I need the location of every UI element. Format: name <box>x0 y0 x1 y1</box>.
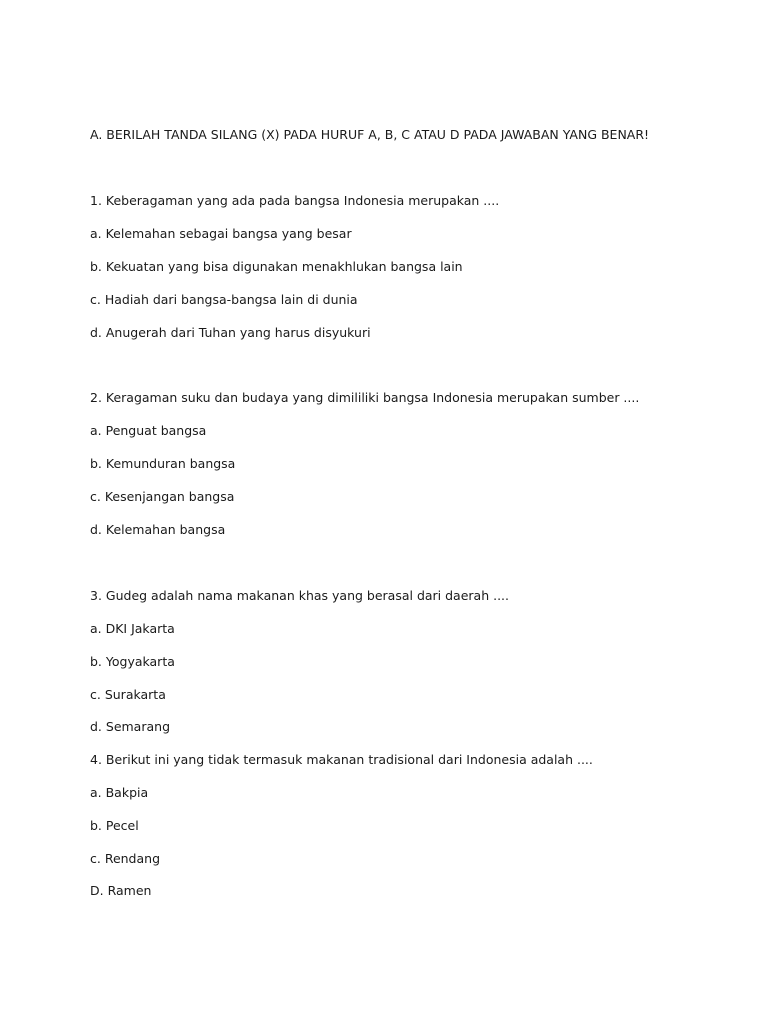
question-2-option-a: a. Penguat bangsa <box>90 423 207 438</box>
section-heading: A. BERILAH TANDA SILANG (X) PADA HURUF A, B, C ATAU D PADA JAWABAN YANG BENAR! <box>90 127 650 142</box>
question-1-option-d: d. Anugerah dari Tuhan yang harus disyukuri <box>90 325 371 340</box>
question-1: 1. Keberagaman yang ada pada bangsa Indonesia merupakan .... <box>90 193 500 208</box>
question-1-option-c: c. Hadiah dari bangsa-bangsa lain di dunia <box>90 292 358 307</box>
question-4-option-c: c. Rendang <box>90 851 161 866</box>
question-4-option-d: D. Ramen <box>90 883 152 898</box>
question-2-option-b: b. Kemunduran bangsa <box>90 456 236 471</box>
question-2: 2. Keragaman suku dan budaya yang dimililiki bangsa Indonesia merupakan sumber .... <box>90 390 640 405</box>
question-3: 3. Gudeg adalah nama makanan khas yang berasal dari daerah .... <box>90 588 510 603</box>
question-3-option-a: a. DKI Jakarta <box>90 621 175 636</box>
question-1-option-a: a. Kelemahan sebagai bangsa yang besar <box>90 226 352 241</box>
question-3-option-b: b. Yogyakarta <box>90 654 175 669</box>
question-1-option-b: b. Kekuatan yang bisa digunakan menakhlukan bangsa lain <box>90 259 463 274</box>
question-2-option-d: d. Kelemahan bangsa <box>90 522 226 537</box>
question-4-option-a: a. Bakpia <box>90 785 149 800</box>
question-2-option-c: c. Kesenjangan bangsa <box>90 489 235 504</box>
question-4: 4. Berikut ini yang tidak termasuk makanan tradisional dari Indonesia adalah .... <box>90 752 593 767</box>
question-4-option-b: b. Pecel <box>90 818 139 833</box>
question-3-option-d: d. Semarang <box>90 719 170 734</box>
question-3-option-c: c. Surakarta <box>90 687 166 702</box>
